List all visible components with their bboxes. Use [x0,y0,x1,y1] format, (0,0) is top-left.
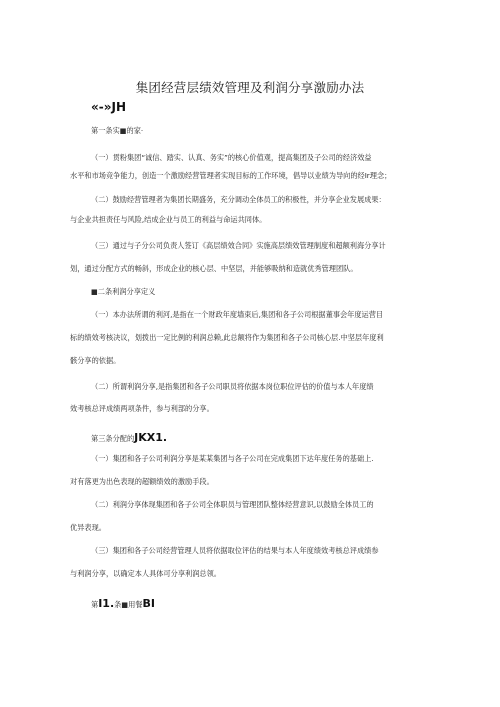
paragraph-line: （一）本办法所谓的利河,是指在一个财政年度墙束后,集团和各子公司根据董事会年度运营目 [91,310,384,319]
article-3-prefix: 第三条分配的 [91,434,135,443]
paragraph-line: （三）集团和各子公司经营管理人员将依据取位评估的结果与本人年度绩效考核总评成绩参 [91,546,379,555]
paragraph-line: 骸分享的依据。 [70,356,121,365]
paragraph-line: （二）所谓利润分享,是指集团和各子公司职员将依据本岗位职位评估的价值与本人年度绩 [91,382,374,391]
paragraph-line: 优异表现。 [70,523,106,532]
article-2-heading: ■二条利润分享定义 [91,287,156,296]
section-heading: «-»JH [91,100,126,114]
article-3-heading [91,426,167,445]
paragraph-line: 对有落更为出色表现的超额绩效的激励手段。 [70,477,214,486]
paragraph-line: （一）贯粉集团“诚信、踏实、认真、务实”的核心价值观，提高集团及子公司的经济效益 [91,153,372,162]
paragraph-line: 划，通过分配方式的畅斜，形成企业的核心层、中坚层，并能够吸纳和造就优秀管理团队。 [70,264,358,273]
article-4-mid: 条■用餐 [114,600,143,609]
article-4-number: I1. [98,597,115,610]
paragraph-line: 与利润分享，以确定本人具体可分享利润总领。 [70,569,221,578]
paragraph-line: （三）通过与子分公司负责人签订《高层绩效合同》实施高层绩效管理制度和超额利海分享计 [91,241,386,250]
article-1-heading: 第一条实■的家· [91,126,144,135]
article-4-prefix: 第 [91,600,99,609]
paragraph-line: 效考核总评成绩两项条件，参与利部的分享。 [70,404,214,413]
paragraph-line: 与企业共担责任与风险,结成企业与员工的利益与命运共同体。 [70,215,267,224]
article-4-heading [91,592,155,611]
paragraph-line: 水平和市场竞争能力，创造一个激励经营管理者实现目标的工作环境，倡导以业绩为导向的经Ir理念； [70,171,392,180]
article-4-suffix: BI [142,597,155,610]
paragraph-line: （二）利润分享体现集团和各子公司全体职员与管理团队整体经营意识,以鼓励全体员工的 [91,500,374,509]
paragraph-line: （一）集团和各子公司利润分享是某某集团与各子公司在完成集团下达年度任务的基础上. [91,454,374,463]
paragraph-line: （二）鼓励经营管理者为集团长期盛务，充分调动全体员工的积极性，并分享企业发展成果： [91,195,386,204]
paragraph-line: 标的绩效考核决议，划拨出一定比例的利润总赖,此总额将作为集团和各子公司核心层.中坚层年度利 [70,333,384,342]
article-3-suffix: JKX1. [134,431,168,444]
document-title: 集团经营层绩效管理及利润分享激励办法 [135,80,365,95]
